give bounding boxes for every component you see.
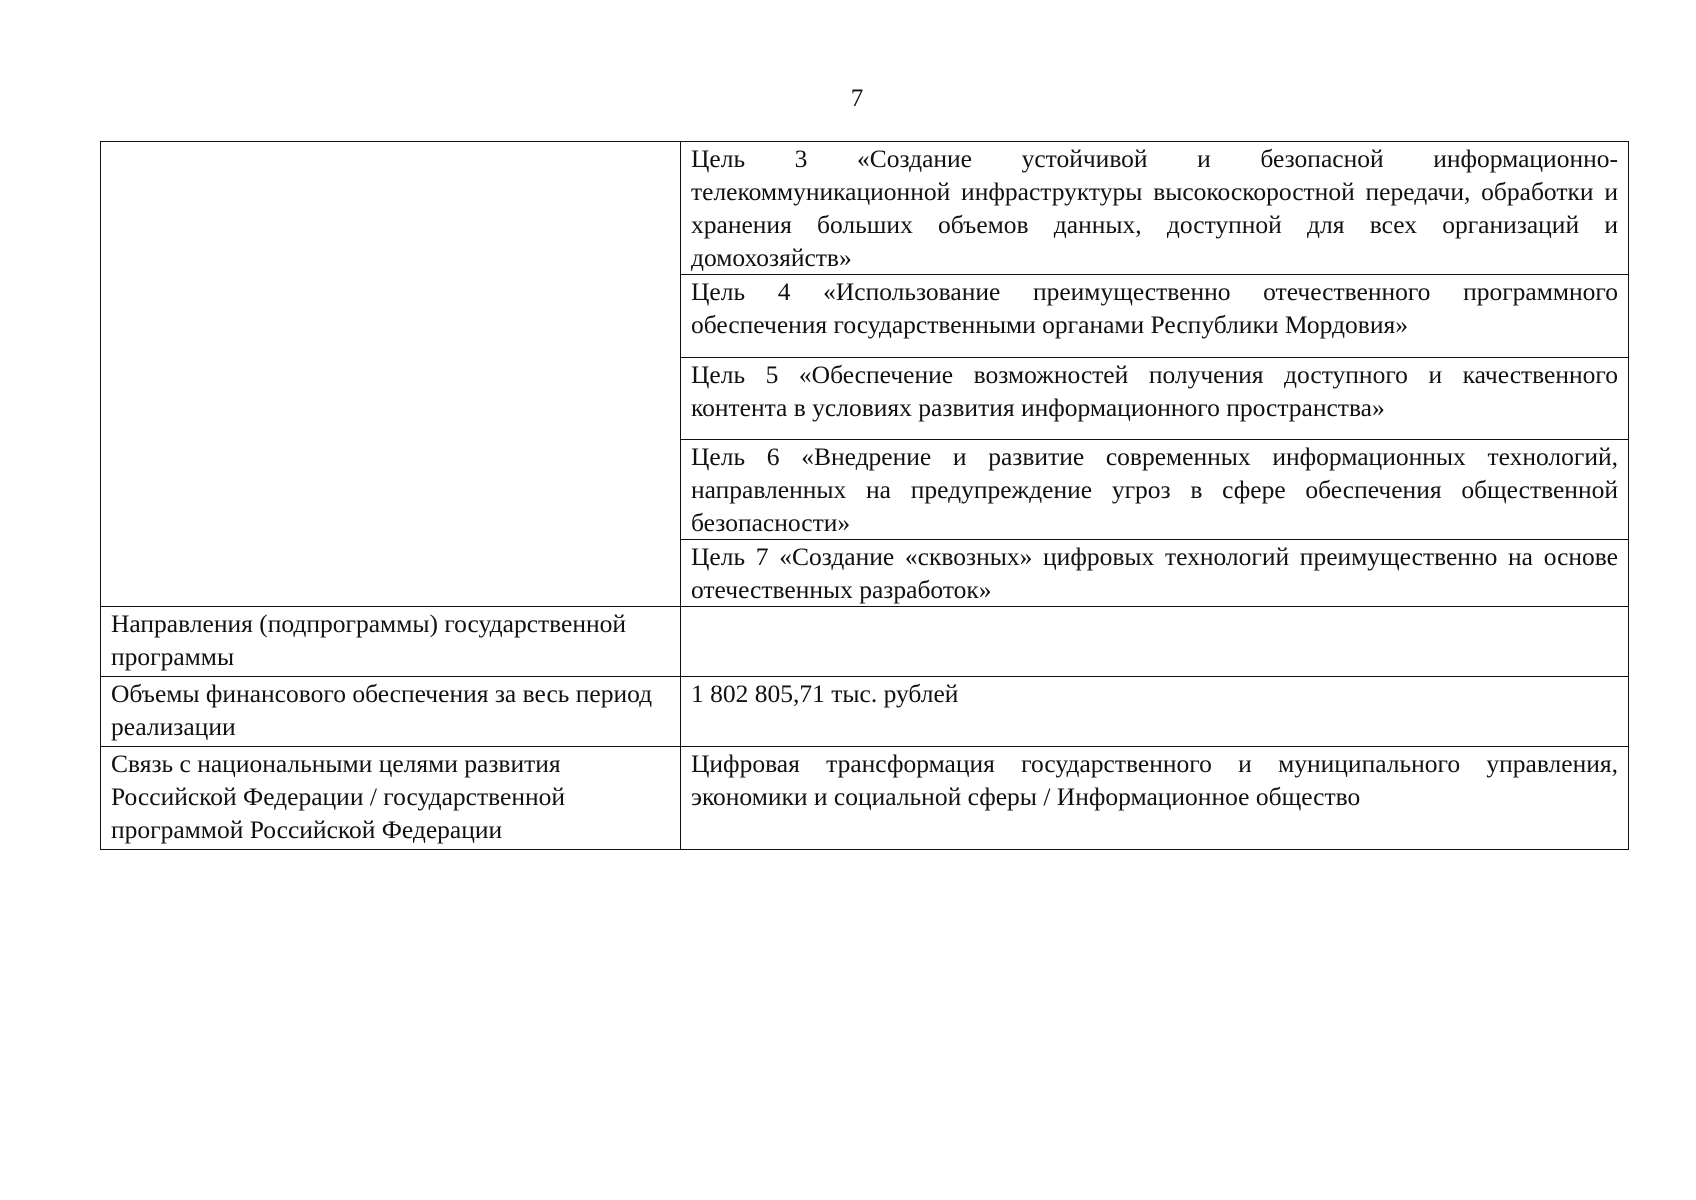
table-row xyxy=(101,142,1629,275)
row-label: Объемы финансового обеспечения за весь период реализации xyxy=(101,677,681,747)
row-label: Направления (подпрограммы) государственной программы xyxy=(101,607,681,677)
goal-4-text: Цель 4 «Использование преимущественно отечественного программного обеспечения государственными органами Республики Мордовия» xyxy=(691,277,1618,339)
goal-5-text: Цель 5 «Обеспечение возможностей получения доступного и качественного контента в условиях развития информационного пространства» xyxy=(691,360,1618,422)
goal-cell xyxy=(681,358,1629,440)
goal-6-text: Цель 6 «Внедрение и развитие современных информационных технологий, направленных на предупреждение угроз в сфере обеспечения общественной безопасности» xyxy=(691,442,1618,537)
empty-label-cell xyxy=(101,142,681,607)
goal-cell xyxy=(681,275,1629,358)
row-value: Цифровая трансформация государственного и муниципального управления, экономики и социальной сферы / Информационное общество xyxy=(681,747,1629,850)
goal-7-text: Цель 7 «Создание «сквозных» цифровых технологий преимущественно на основе отечественных разработок» xyxy=(691,542,1618,604)
row-value: 1 802 805,71 тыс. рублей xyxy=(681,677,1629,747)
row-label: Связь с национальными целями развития Российской Федерации / государственной программой Российской Федерации xyxy=(101,747,681,850)
goal-cell xyxy=(681,440,1629,540)
goal-cell xyxy=(681,540,1629,607)
table-row xyxy=(101,607,1629,677)
row-value xyxy=(681,607,1629,677)
program-passport-table xyxy=(100,141,1629,850)
goal-3-text: Цель 3 «Создание устойчивой и безопасной информационно-телекоммуникационной инфраструктуры высокоскоростной передачи, обработки и хранения больших объемов данных, доступной для всех организаций и домохозяйств» xyxy=(691,144,1618,272)
page-number: 7 xyxy=(850,85,864,112)
goal-cell xyxy=(681,142,1629,275)
table-row xyxy=(101,677,1629,747)
table-row xyxy=(101,747,1629,850)
